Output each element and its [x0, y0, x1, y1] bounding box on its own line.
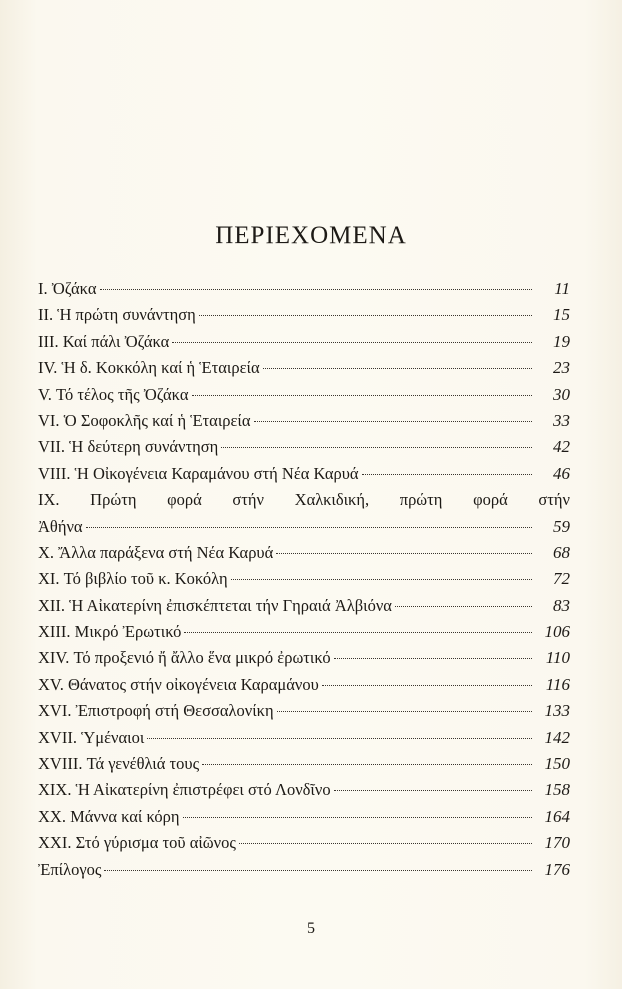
- toc-entry: [38, 857, 570, 883]
- dot-leader: [276, 553, 532, 554]
- toc-entry: [38, 487, 570, 513]
- dot-leader: [322, 685, 532, 686]
- toc-entry-page: 59: [553, 516, 570, 536]
- toc-entry-title: XIII. Μικρό Ἐρωτικό: [38, 622, 182, 642]
- toc-entry: [38, 830, 570, 856]
- toc-entry-page: 19: [553, 331, 570, 351]
- dot-leader: [199, 315, 532, 316]
- toc-entry-title: XII. Ἡ Αἰκατερίνη ἐπισκέπτεται τήν Γηραιά Ἀλβιόνα: [38, 595, 392, 615]
- dot-leader: [263, 368, 532, 369]
- toc-entry: [38, 751, 570, 777]
- toc-entry-page: 72: [553, 569, 570, 589]
- toc-entry-title: XVI. Ἐπιστροφή στή Θεσσαλονίκη: [38, 701, 274, 721]
- toc-entry: [38, 382, 570, 408]
- toc-entry-page: 170: [544, 833, 570, 853]
- toc-entry-page: 106: [544, 622, 570, 642]
- toc-entry-page: 46: [553, 463, 570, 483]
- dot-leader: [104, 870, 532, 871]
- dot-leader: [147, 738, 532, 739]
- toc-entry-page: 176: [544, 859, 570, 879]
- toc-entry-page: 83: [553, 595, 570, 615]
- dot-leader: [231, 579, 532, 580]
- toc-entry-page: 68: [553, 542, 570, 562]
- toc-entry-title-cont: Ἀθήνα: [38, 516, 83, 536]
- dot-leader: [100, 289, 533, 290]
- page-title: ΠΕΡΙΕΧΟΜΕΝΑ: [215, 222, 407, 249]
- toc-entry-page: 150: [544, 754, 570, 774]
- toc-entry-title: IX. Πρώτη φορά στήν Χαλκιδική, πρώτη φορά στήν: [38, 490, 570, 510]
- toc-entry-page: 110: [545, 648, 570, 668]
- toc-entry-page: 158: [544, 780, 570, 800]
- toc-entry: [38, 302, 570, 328]
- toc-entry-page: 30: [553, 384, 570, 404]
- toc-entry-title: VII. Ἡ δεύτερη συνάντηση: [38, 437, 219, 457]
- dot-leader: [395, 606, 532, 607]
- toc-entry-title: IV. Ἡ δ. Κοκκόλη καί ἡ Ἑταιρεία: [38, 358, 260, 378]
- dot-leader: [334, 790, 532, 791]
- toc-entry: [38, 777, 570, 803]
- toc-entry-title: XVIII. Τά γενέθλιά τους: [38, 754, 200, 774]
- toc-entry: [38, 593, 570, 619]
- dot-leader: [192, 395, 533, 396]
- toc-entry-page: 133: [544, 701, 570, 721]
- toc-entry: [38, 329, 570, 355]
- toc-entry-title: I. Ὀζάκα: [38, 279, 97, 298]
- dot-leader: [183, 817, 532, 818]
- toc-entry-page: 33: [553, 410, 570, 430]
- toc-entry-title: X. Ἄλλα παράξενα στή Νέα Καρυά: [38, 542, 274, 562]
- toc-entry-title: XVII. Ὑμέναιοι: [38, 727, 145, 747]
- toc-entry-title: XX. Μάννα καί κόρη: [38, 806, 180, 826]
- toc-entry: [38, 619, 570, 645]
- toc-entry-continuation: [38, 514, 570, 540]
- toc-entry-page: 23: [553, 358, 570, 378]
- toc-entry-title: XXI. Στό γύρισμα τοῦ αἰῶνος: [38, 833, 236, 853]
- dot-leader: [221, 447, 532, 448]
- toc-entry: [38, 725, 570, 751]
- toc-entry-page: 42: [553, 437, 570, 457]
- toc-entry-title: VI. Ὁ Σοφοκλῆς καί ἡ Ἑταιρεία: [38, 410, 251, 430]
- toc-entry-page: 164: [544, 806, 570, 826]
- toc-entry: [38, 698, 570, 724]
- toc-entry-title: XIV. Τό προξενιό ἤ ἄλλο ἕνα μικρό ἐρωτικό: [38, 648, 331, 668]
- toc-entry: [38, 540, 570, 566]
- dot-leader: [172, 342, 532, 343]
- toc-entry-title: XI. Τό βιβλίο τοῦ κ. Κοκόλη: [38, 569, 228, 589]
- toc-entry-page: 15: [553, 305, 570, 325]
- dot-leader: [254, 421, 532, 422]
- toc-entry-title: XIX. Ἡ Αἰκατερίνη ἐπιστρέφει στό Λονδῖνο: [38, 780, 331, 800]
- toc-entry: [38, 566, 570, 592]
- toc-entry-title: III. Καί πάλι Ὀζάκα: [38, 331, 170, 351]
- toc-entry: [38, 276, 570, 302]
- toc-entry: [38, 355, 570, 381]
- toc-entry-title: II. Ἡ πρώτη συνάντηση: [38, 305, 196, 325]
- toc-entry: [38, 672, 570, 698]
- dot-leader: [86, 527, 532, 528]
- dot-leader: [184, 632, 532, 633]
- toc-entry-title: Ἐπίλογος: [38, 859, 102, 879]
- toc-entry-title: V. Τό τέλος τῆς Ὀζάκα: [38, 384, 189, 404]
- dot-leader: [202, 764, 532, 765]
- toc-entry-page: 142: [544, 727, 570, 747]
- dot-leader: [277, 711, 532, 712]
- dot-leader: [239, 843, 532, 844]
- toc-entry: [38, 645, 570, 671]
- toc-entry-page: 11: [554, 279, 570, 298]
- toc-entry: [38, 408, 570, 434]
- page-number: 5: [307, 920, 315, 937]
- dot-leader: [334, 658, 532, 659]
- dot-leader: [362, 474, 532, 475]
- toc-entry: [38, 434, 570, 460]
- toc-entry: [38, 461, 570, 487]
- toc-entry-title: XV. Θάνατος στήν οἰκογένεια Καραμάνου: [38, 674, 319, 694]
- toc-entry: [38, 804, 570, 830]
- table-of-contents: [38, 276, 570, 883]
- toc-entry-title: VIII. Ἡ Οἰκογένεια Καραμάνου στή Νέα Καρυά: [38, 463, 359, 483]
- toc-entry-page: 116: [545, 674, 570, 694]
